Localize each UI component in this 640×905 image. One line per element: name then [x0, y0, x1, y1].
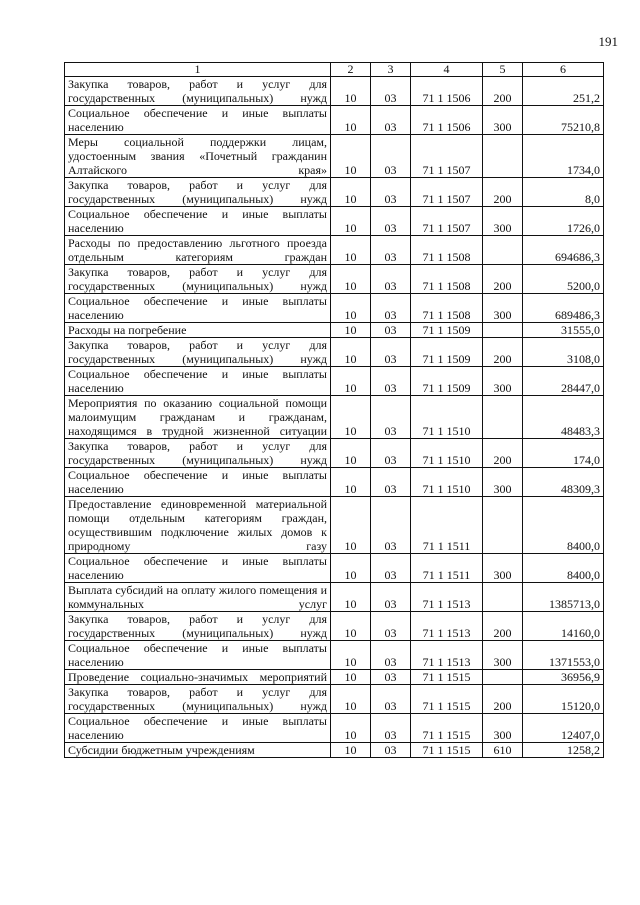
amount: 15120,0: [523, 685, 604, 714]
row-name: Расходы на погребение: [65, 323, 331, 338]
subsection-code: 03: [371, 554, 411, 583]
section-code: 10: [331, 367, 371, 396]
subsection-code: 03: [371, 641, 411, 670]
amount: 174,0: [523, 439, 604, 468]
row-name: Социальное обеспечение и иные выплаты населению: [65, 641, 331, 670]
amount: 1258,2: [523, 743, 604, 758]
expense-type-code: 200: [483, 178, 523, 207]
table-row: [65, 265, 604, 294]
budget-table: [64, 62, 604, 758]
expense-type-code: 300: [483, 468, 523, 497]
expense-type-code: 300: [483, 714, 523, 743]
subsection-code: 03: [371, 367, 411, 396]
expense-type-code: 300: [483, 294, 523, 323]
target-article-code: 71 1 1513: [411, 641, 483, 670]
row-name: Закупка товаров, работ и услуг для государственных (муниципальных) нужд: [65, 612, 331, 641]
section-code: 10: [331, 641, 371, 670]
target-article-code: 71 1 1509: [411, 338, 483, 367]
subsection-code: 03: [371, 77, 411, 106]
table-row: [65, 367, 604, 396]
column-header: 4: [411, 63, 483, 77]
table-row: [65, 323, 604, 338]
row-name: Мероприятия по оказанию социальной помощи малоимущим гражданам и гражданам, находящимся в трудной жизненной ситуации: [65, 396, 331, 439]
table-row: [65, 743, 604, 758]
amount: 8400,0: [523, 554, 604, 583]
column-header: 2: [331, 63, 371, 77]
target-article-code: 71 1 1509: [411, 367, 483, 396]
row-name: Закупка товаров, работ и услуг для государственных (муниципальных) нужд: [65, 265, 331, 294]
row-name: Социальное обеспечение и иные выплаты населению: [65, 106, 331, 135]
section-code: 10: [331, 497, 371, 554]
section-code: 10: [331, 743, 371, 758]
amount: 3108,0: [523, 338, 604, 367]
section-code: 10: [331, 670, 371, 685]
target-article-code: 71 1 1515: [411, 743, 483, 758]
amount: 36956,9: [523, 670, 604, 685]
section-code: 10: [331, 265, 371, 294]
table-row: [65, 714, 604, 743]
amount: 1371553,0: [523, 641, 604, 670]
section-code: 10: [331, 583, 371, 612]
target-article-code: 71 1 1513: [411, 612, 483, 641]
subsection-code: 03: [371, 207, 411, 236]
expense-type-code: [483, 583, 523, 612]
section-code: 10: [331, 207, 371, 236]
table-row: [65, 468, 604, 497]
amount: 14160,0: [523, 612, 604, 641]
target-article-code: 71 1 1515: [411, 714, 483, 743]
expense-type-code: 300: [483, 641, 523, 670]
table-row: [65, 554, 604, 583]
target-article-code: 71 1 1509: [411, 323, 483, 338]
table-row: [65, 439, 604, 468]
table-row: [65, 236, 604, 265]
target-article-code: 71 1 1506: [411, 106, 483, 135]
subsection-code: 03: [371, 685, 411, 714]
row-name: Субсидии бюджетным учреждениям: [65, 743, 331, 758]
target-article-code: 71 1 1511: [411, 554, 483, 583]
section-code: 10: [331, 294, 371, 323]
section-code: 10: [331, 439, 371, 468]
table-row: [65, 77, 604, 106]
subsection-code: 03: [371, 439, 411, 468]
table-row: [65, 135, 604, 178]
table-row: [65, 178, 604, 207]
table-row: [65, 641, 604, 670]
subsection-code: 03: [371, 497, 411, 554]
expense-type-code: [483, 396, 523, 439]
section-code: 10: [331, 338, 371, 367]
table-row: [65, 670, 604, 685]
table-row: [65, 207, 604, 236]
section-code: 10: [331, 612, 371, 641]
expense-type-code: 610: [483, 743, 523, 758]
expense-type-code: 300: [483, 554, 523, 583]
row-name: Социальное обеспечение и иные выплаты населению: [65, 367, 331, 396]
table-row: [65, 396, 604, 439]
amount: 5200,0: [523, 265, 604, 294]
table-row: [65, 338, 604, 367]
row-name: Закупка товаров, работ и услуг для государственных (муниципальных) нужд: [65, 77, 331, 106]
row-name: Социальное обеспечение и иные выплаты населению: [65, 714, 331, 743]
row-name: Закупка товаров, работ и услуг для государственных (муниципальных) нужд: [65, 685, 331, 714]
column-header: 1: [65, 63, 331, 77]
expense-type-code: 200: [483, 439, 523, 468]
target-article-code: 71 1 1513: [411, 583, 483, 612]
amount: 8400,0: [523, 497, 604, 554]
expense-type-code: 300: [483, 367, 523, 396]
subsection-code: 03: [371, 265, 411, 294]
header-row: [65, 63, 604, 77]
row-name: Социальное обеспечение и иные выплаты населению: [65, 294, 331, 323]
target-article-code: 71 1 1506: [411, 77, 483, 106]
table-row: [65, 106, 604, 135]
target-article-code: 71 1 1507: [411, 178, 483, 207]
amount: 75210,8: [523, 106, 604, 135]
target-article-code: 71 1 1515: [411, 670, 483, 685]
section-code: 10: [331, 396, 371, 439]
subsection-code: 03: [371, 106, 411, 135]
amount: 689486,3: [523, 294, 604, 323]
amount: 8,0: [523, 178, 604, 207]
section-code: 10: [331, 323, 371, 338]
target-article-code: 71 1 1507: [411, 135, 483, 178]
target-article-code: 71 1 1508: [411, 236, 483, 265]
expense-type-code: 300: [483, 106, 523, 135]
subsection-code: 03: [371, 612, 411, 641]
expense-type-code: 200: [483, 265, 523, 294]
amount: 48309,3: [523, 468, 604, 497]
target-article-code: 71 1 1511: [411, 497, 483, 554]
expense-type-code: [483, 323, 523, 338]
subsection-code: 03: [371, 670, 411, 685]
expense-type-code: 300: [483, 207, 523, 236]
target-article-code: 71 1 1510: [411, 439, 483, 468]
section-code: 10: [331, 178, 371, 207]
amount: 31555,0: [523, 323, 604, 338]
row-name: Расходы по предоставлению льготного проезда отдельным категориям граждан: [65, 236, 331, 265]
table-row: [65, 497, 604, 554]
table-row: [65, 685, 604, 714]
target-article-code: 71 1 1508: [411, 265, 483, 294]
section-code: 10: [331, 468, 371, 497]
target-article-code: 71 1 1510: [411, 396, 483, 439]
subsection-code: 03: [371, 468, 411, 497]
amount: 251,2: [523, 77, 604, 106]
section-code: 10: [331, 685, 371, 714]
amount: 12407,0: [523, 714, 604, 743]
section-code: 10: [331, 77, 371, 106]
subsection-code: 03: [371, 583, 411, 612]
row-name: Закупка товаров, работ и услуг для государственных (муниципальных) нужд: [65, 178, 331, 207]
amount: 48483,3: [523, 396, 604, 439]
row-name: Социальное обеспечение и иные выплаты населению: [65, 468, 331, 497]
section-code: 10: [331, 554, 371, 583]
amount: 1726,0: [523, 207, 604, 236]
subsection-code: 03: [371, 396, 411, 439]
amount: 1385713,0: [523, 583, 604, 612]
row-name: Закупка товаров, работ и услуг для государственных (муниципальных) нужд: [65, 338, 331, 367]
target-article-code: 71 1 1515: [411, 685, 483, 714]
expense-type-code: 200: [483, 338, 523, 367]
target-article-code: 71 1 1507: [411, 207, 483, 236]
expense-type-code: [483, 236, 523, 265]
column-header: 6: [523, 63, 604, 77]
subsection-code: 03: [371, 178, 411, 207]
row-name: Меры социальной поддержки лицам, удостоенным звания «Почетный гражданин Алтайского края»: [65, 135, 331, 178]
subsection-code: 03: [371, 338, 411, 367]
table-row: [65, 294, 604, 323]
expense-type-code: 200: [483, 612, 523, 641]
target-article-code: 71 1 1510: [411, 468, 483, 497]
section-code: 10: [331, 714, 371, 743]
amount: 1734,0: [523, 135, 604, 178]
expense-type-code: 200: [483, 685, 523, 714]
target-article-code: 71 1 1508: [411, 294, 483, 323]
row-name: Социальное обеспечение и иные выплаты населению: [65, 207, 331, 236]
amount: 28447,0: [523, 367, 604, 396]
expense-type-code: [483, 670, 523, 685]
row-name: Проведение социально-значимых мероприятий: [65, 670, 331, 685]
subsection-code: 03: [371, 743, 411, 758]
column-header: 3: [371, 63, 411, 77]
subsection-code: 03: [371, 236, 411, 265]
section-code: 10: [331, 135, 371, 178]
subsection-code: 03: [371, 135, 411, 178]
subsection-code: 03: [371, 714, 411, 743]
row-name: Закупка товаров, работ и услуг для государственных (муниципальных) нужд: [65, 439, 331, 468]
subsection-code: 03: [371, 323, 411, 338]
row-name: Социальное обеспечение и иные выплаты населению: [65, 554, 331, 583]
table-row: [65, 583, 604, 612]
row-name: Выплата субсидий на оплату жилого помещения и коммунальных услуг: [65, 583, 331, 612]
amount: 694686,3: [523, 236, 604, 265]
table-row: [65, 612, 604, 641]
expense-type-code: [483, 497, 523, 554]
expense-type-code: 200: [483, 77, 523, 106]
section-code: 10: [331, 236, 371, 265]
page-number: 191: [598, 34, 618, 49]
row-name: Предоставление единовременной материальной помощи отдельным категориям граждан, осуществившим подключение жилых домов к природному газу: [65, 497, 331, 554]
section-code: 10: [331, 106, 371, 135]
expense-type-code: [483, 135, 523, 178]
subsection-code: 03: [371, 294, 411, 323]
column-header: 5: [483, 63, 523, 77]
